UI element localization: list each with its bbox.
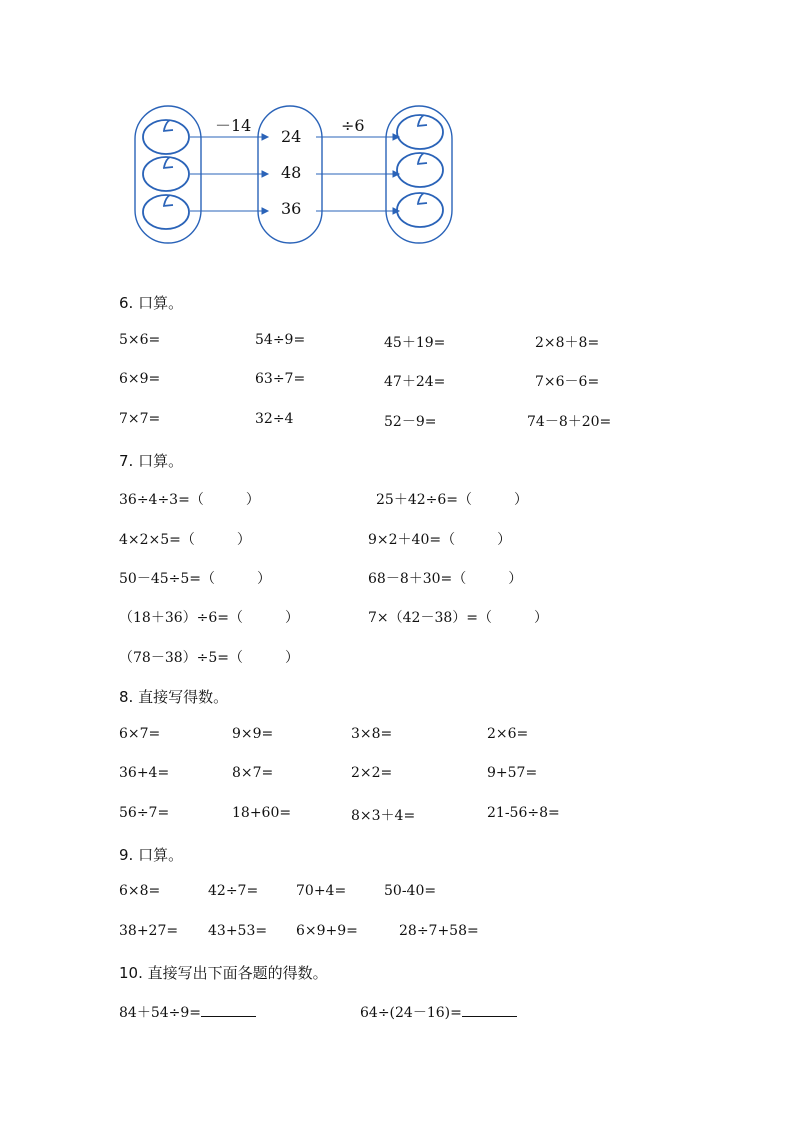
- q10-expression: 84＋54÷9=: [119, 1005, 201, 1021]
- q6-item: 6×9=: [119, 371, 161, 387]
- q8-row: [0, 805, 794, 825]
- answer-blank[interactable]: [201, 1002, 256, 1017]
- q6-item: 52－9=: [384, 414, 437, 430]
- q7-item: 25＋42÷6=（ ）: [376, 492, 528, 508]
- q8-item: 56÷7=: [119, 805, 170, 821]
- q8-item: 9+57=: [487, 765, 538, 781]
- q10-item-2: [360, 1002, 517, 1022]
- q9-title: 9. 口算。: [119, 846, 184, 864]
- q8-item: 36+4=: [119, 765, 170, 781]
- q10-expression: 64÷(24－16)=: [360, 1005, 462, 1021]
- q9-item: 28÷7+58=: [399, 923, 479, 939]
- middle-number: 48: [281, 163, 302, 182]
- q8-item: 21-56÷8=: [487, 805, 560, 821]
- q6-row: [0, 371, 794, 391]
- q6-row: [0, 332, 794, 352]
- q9-item: 50-40=: [384, 883, 437, 899]
- operation-right: ÷6: [341, 116, 365, 135]
- q6-item: 32÷4: [255, 411, 294, 427]
- operation-left: －14: [215, 116, 252, 135]
- apple-icon: [143, 157, 189, 191]
- q6-item: 63÷7=: [255, 371, 306, 387]
- apple-mapping-diagram: [128, 100, 458, 250]
- q9-item: 42÷7=: [208, 883, 259, 899]
- q6-item: 74－8＋20=: [527, 414, 612, 430]
- middle-number: 24: [281, 127, 302, 146]
- q8-item: 6×7=: [119, 726, 161, 742]
- apple-icon: [397, 193, 443, 227]
- q10-title: 10. 直接写出下面各题的得数。: [119, 964, 328, 982]
- q6-title: 6. 口算。: [119, 294, 184, 312]
- q7-item: 50－45÷5=（ ）: [119, 571, 271, 587]
- arrow-head: [262, 208, 268, 214]
- q8-title: 8. 直接写得数。: [119, 688, 229, 706]
- q9-item: 6×8=: [119, 883, 161, 899]
- q8-row: [0, 726, 794, 746]
- q10-item-1: [119, 1002, 256, 1022]
- q7-item: （78－38）÷5=（ ）: [119, 650, 299, 666]
- q7-row: [0, 529, 794, 549]
- q6-item: 45＋19=: [384, 335, 446, 351]
- q6-item: 7×7=: [119, 411, 161, 427]
- apple-icon: [143, 120, 189, 154]
- q8-row: [0, 765, 794, 785]
- q7-title: 7. 口算。: [119, 452, 184, 470]
- q6-item: 5×6=: [119, 332, 161, 348]
- q9-item: 43+53=: [208, 923, 268, 939]
- q7-row: [0, 607, 794, 627]
- middle-number: 36: [281, 199, 302, 218]
- q9-item: 70+4=: [296, 883, 347, 899]
- q8-item: 9×9=: [232, 726, 274, 742]
- arrow-head: [262, 134, 268, 140]
- q6-item: 54÷9=: [255, 332, 306, 348]
- q9-item: 38+27=: [119, 923, 179, 939]
- q6-item: 2×8＋8=: [535, 335, 600, 351]
- q9-item: 6×9+9=: [296, 923, 358, 939]
- q6-item: 47＋24=: [384, 374, 446, 390]
- q7-item: 4×2×5=（ ）: [119, 532, 251, 548]
- q9-row: [0, 923, 794, 943]
- apple-icon: [143, 195, 189, 229]
- q8-item: 2×6=: [487, 726, 529, 742]
- q7-row: [0, 568, 794, 588]
- q7-row: [0, 489, 794, 509]
- arrow-head: [262, 171, 268, 177]
- q7-item: 7×（42－38）=（ ）: [368, 610, 548, 626]
- q8-item: 3×8=: [351, 726, 393, 742]
- q8-item: 8×3＋4=: [351, 808, 416, 824]
- q6-row: [0, 411, 794, 431]
- q8-item: 2×2=: [351, 765, 393, 781]
- apple-icon: [397, 115, 443, 149]
- q10-row: [0, 1002, 794, 1022]
- apple-icon: [397, 153, 443, 187]
- q8-item: 18+60=: [232, 805, 292, 821]
- q7-item: 36÷4÷3=（ ）: [119, 492, 260, 508]
- q9-row: [0, 883, 794, 903]
- q8-item: 8×7=: [232, 765, 274, 781]
- q7-item: （18＋36）÷6=（ ）: [119, 610, 299, 626]
- q7-item: 9×2＋40=（ ）: [368, 532, 512, 548]
- answer-blank[interactable]: [462, 1002, 517, 1017]
- q6-item: 7×6－6=: [535, 374, 600, 390]
- q7-row: [0, 647, 794, 667]
- q7-item: 68－8＋30=（ ）: [368, 571, 523, 587]
